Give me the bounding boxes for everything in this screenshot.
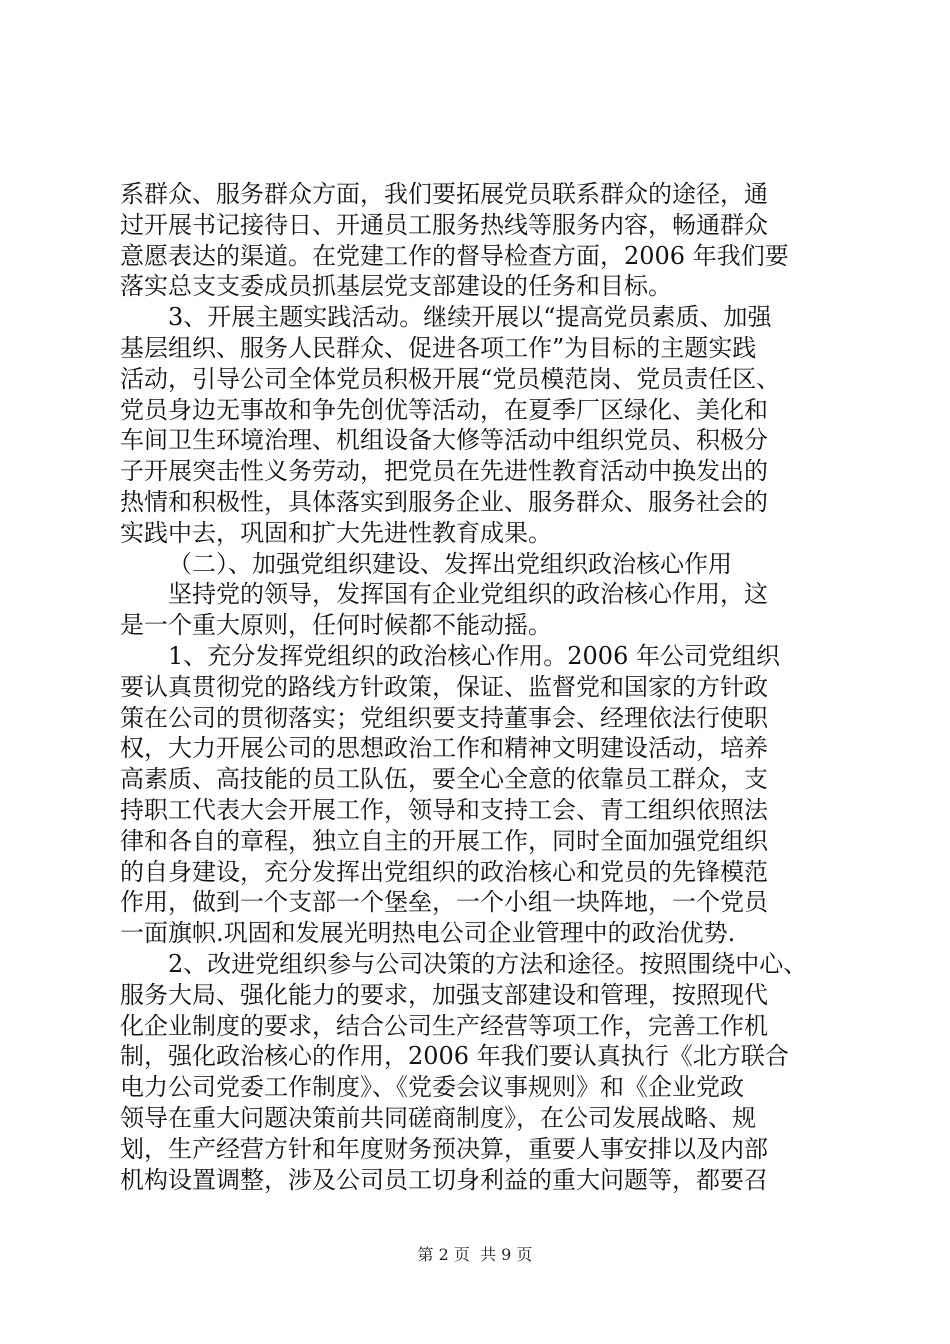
text-line: 划，生产经营方针和年度财务预决算，重要人事安排以及内部 — [120, 1135, 768, 1163]
text-line: 3、开展主题实践活动。继续开展以“提高党员素质、加强 — [168, 303, 772, 331]
text-line: 化企业制度的要求，结合公司生产经营等项工作，完善工作机 — [120, 1012, 768, 1040]
text-line: 持职工代表大会开展工作，领导和支持工会、青工组织依照法 — [120, 796, 768, 824]
text-line: 是一个重大原则，任何时候都不能动摇。 — [120, 611, 552, 639]
text-line: 坚持党的领导，发挥国有企业党组织的政治核心作用，这 — [168, 580, 768, 608]
text-line: 律和各自的章程，独立自主的开展工作，同时全面加强党组织 — [120, 827, 768, 855]
text-line: 车间卫生环境治理、机组设备大修等活动中组织党员、积极分 — [120, 426, 768, 454]
text-line: 服务大局、强化能力的要求，加强支部建设和管理，按照现代 — [120, 981, 768, 1009]
text-line: 过开展书记接待日、开通员工服务热线等服务内容，畅通群众 — [120, 211, 768, 239]
text-line: 策在公司的贯彻落实；党组织要支持董事会、经理依法行使职 — [120, 704, 768, 732]
text-line: 活动，引导公司全体党员积极开展“党员模范岗、党员责任区、 — [120, 365, 781, 393]
text-line: 一面旗帜.巩固和发展光明热电公司企业管理中的政治优势. — [120, 919, 736, 947]
text-line: 系群众、服务群众方面，我们要拓展党员联系群众的途径，通 — [120, 180, 768, 208]
text-line: 权，大力开展公司的思想政治工作和精神文明建设活动，培养 — [120, 734, 768, 762]
text-line: 2、改进党组织参与公司决策的方法和途径。按照围绕中心、 — [168, 950, 808, 978]
text-line: 的自身建设，充分发挥出党组织的政治核心和党员的先锋模范 — [120, 858, 768, 886]
page-number-footer: 第 2 页 共 9 页 — [417, 1245, 533, 1264]
text-line: 作用，做到一个支部一个堡垒，一个小组一块阵地，一个党员 — [120, 888, 768, 916]
text-line: 机构设置调整，涉及公司员工切身利益的重大问题等，都要召 — [120, 1166, 768, 1194]
text-line: 电力公司党委工作制度》、《党委会议事规则》和《企业党政 — [120, 1073, 744, 1101]
text-line: 1、充分发挥党组织的政治核心作用。2006 年公司党组织 — [168, 642, 780, 670]
text-line: 基层组织、服务人民群众、促进各项工作”为目标的主题实践 — [120, 334, 757, 362]
section-heading: （二）、加强党组织建设、发挥出党组织政治核心作用 — [168, 550, 732, 578]
text-line: 领导在重大问题决策前共同磋商制度》，在公司发展战略、规 — [120, 1104, 756, 1132]
text-line: 实践中去，巩固和扩大先进性教育成果。 — [120, 519, 552, 547]
text-line: 高素质、高技能的员工队伍，要全心全意的依靠员工群众，支 — [120, 765, 768, 793]
text-line: 子开展突击性义务劳动，把党员在先进性教育活动中换发出的 — [120, 457, 768, 485]
text-line: 党员身边无事故和争先创优等活动，在夏季厂区绿化、美化和 — [120, 396, 768, 424]
text-line: 落实总支支委成员抓基层党支部建设的任务和目标。 — [120, 272, 672, 300]
text-line: 制，强化政治核心的作用，2006 年我们要认真执行《北方联合 — [120, 1042, 789, 1070]
text-line: 要认真贯彻党的路线方针政策，保证、监督党和国家的方针政 — [120, 673, 768, 701]
text-line: 意愿表达的渠道。在党建工作的督导检查方面，2006 年我们要 — [120, 242, 789, 270]
text-line: 热情和积极性，具体落实到服务企业、服务群众、服务社会的 — [120, 488, 768, 516]
